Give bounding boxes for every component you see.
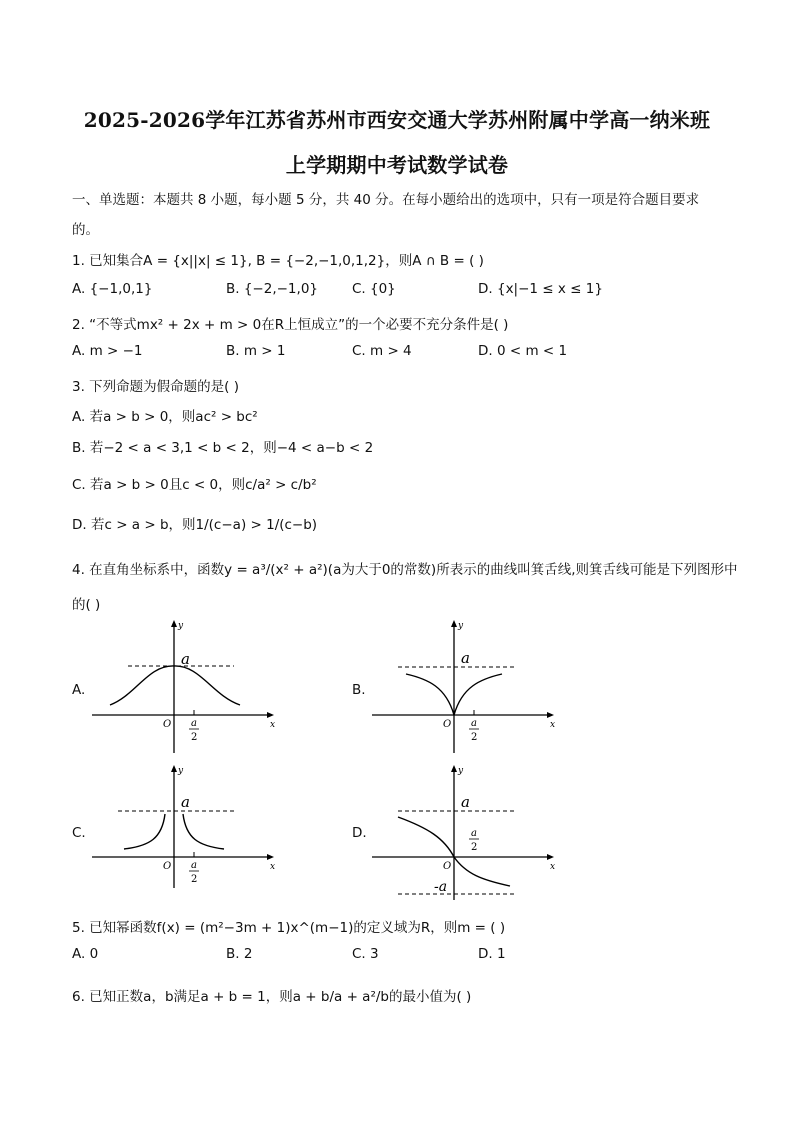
graph-b-curve-left [406,674,454,715]
graph-a-y-label: y [178,621,184,631]
q2-option-b: B. m > 1 [226,343,286,359]
graph-a-y-arrow [171,620,177,627]
q3-option-b: B. 若−2 < a < 3,1 < b < 2，则−4 < a−b < 2 [72,440,374,456]
graph-c-half-a-num: a [191,860,197,871]
title-line-2: 上学期期中考试数学试卷 [285,153,509,177]
q1-stem: 1. 已知集合A = {x||x| ≤ 1}, B = {−2,−1,0,1,2}，则A ∩ B = ( ) [72,253,484,269]
graph-d-half-a-den: 2 [471,842,478,853]
graph-d-y-arrow [451,765,457,772]
q3-option-c: C. 若a > b > 0且c < 0，则c/a² > c/b² [72,477,317,493]
q3-option-d: D. 若c > a > b，则1/(c−a) > 1/(c−b) [72,517,318,533]
graph-b-half-a-num: a [471,718,477,729]
graph-c-y-label: y [178,766,184,776]
graph-a-origin: O [163,719,172,730]
graph-b-half-a-den: 2 [471,732,478,743]
q2-option-d: D. 0 < m < 1 [478,343,568,359]
graph-b-y-arrow [451,620,457,627]
q4-stem-line-1: 4. 在直角坐标系中，函数y = a³/(x² + a²)(a为大于0的常数)所表示的曲线叫箕舌线,则箕舌线可能是下列图形中 [72,562,738,578]
section-intro-line-2: 的。 [72,222,99,238]
graph-d-origin: O [443,861,452,872]
q5-option-a: A. 0 [72,946,99,962]
graph-b [368,615,568,755]
graph-a-half-a-den: 2 [191,732,198,743]
graph-c-a-label: a [181,793,190,811]
graph-b-origin: O [443,719,452,730]
q5-stem: 5. 已知幂函数f(x) = (m²−3m + 1)x^(m−1)的定义域为R，则m = ( ) [72,920,506,936]
graph-a-a-label: a [181,650,190,668]
graph-d-half-a-num: a [471,828,477,839]
q5-option-b: B. 2 [226,946,253,962]
graph-d-y-label: y [458,766,464,776]
q1-option-d: D. {x|−1 ≤ x ≤ 1} [478,281,603,297]
q1-option-b: B. {−2,−1,0} [226,281,318,297]
graph-d-a-label: a [461,793,470,811]
q1-option-a: A. {−1,0,1} [72,281,153,297]
graph-c-curve-right [183,814,224,849]
graph-a-x-label: x [270,720,276,730]
graph-a [88,615,288,755]
q6-stem: 6. 已知正数a，b满足a + b = 1，则a + b/a + a²/b的最小值为( ) [72,989,472,1005]
graph-d [368,760,568,902]
graph-c-x-label: x [270,862,276,872]
graph-c-y-arrow [171,765,177,772]
graph-a-label: A. [72,682,86,698]
q4-stem-line-2: 的( ) [72,597,101,613]
graph-c-label: C. [72,825,86,841]
graph-b-x-label: x [550,720,556,730]
graph-a-curve [110,666,240,705]
section-intro-line-1: 一、单选题：本题共 8 小题，每小题 5 分，共 40 分。在每小题给出的选项中，只有一项是符合题目要求 [72,192,700,208]
graph-b-y-label: y [458,621,464,631]
title-line-1: 2025-2026学年江苏省苏州市西安交通大学苏州附属中学高一纳米班 [83,108,711,132]
q3-stem: 3. 下列命题为假命题的是( ) [72,379,239,395]
graph-a-half-a-num: a [191,718,197,729]
graph-b-a-label: a [461,649,470,667]
graph-c [88,760,288,890]
q2-option-a: A. m > −1 [72,343,143,359]
graph-a-x-arrow [267,712,274,718]
graph-c-x-arrow [267,854,274,860]
graph-c-curve-left [124,814,165,849]
graph-c-origin: O [163,861,172,872]
graph-d-neg-a-label: -a [434,879,448,895]
graph-b-x-arrow [547,712,554,718]
q2-option-c: C. m > 4 [352,343,412,359]
q5-option-c: C. 3 [352,946,379,962]
graph-b-label: B. [352,682,366,698]
q2-stem: 2. “不等式mx² + 2x + m > 0在R上恒成立”的一个必要不充分条件是( ) [72,317,509,333]
graph-d-label: D. [352,825,367,841]
graph-d-x-arrow [547,854,554,860]
graph-d-x-label: x [550,862,556,872]
graph-b-curve-right [454,674,502,715]
q3-option-a: A. 若a > b > 0，则ac² > bc² [72,409,258,425]
q5-option-d: D. 1 [478,946,506,962]
q1-option-c: C. {0} [352,281,396,297]
graph-c-half-a-den: 2 [191,874,198,885]
